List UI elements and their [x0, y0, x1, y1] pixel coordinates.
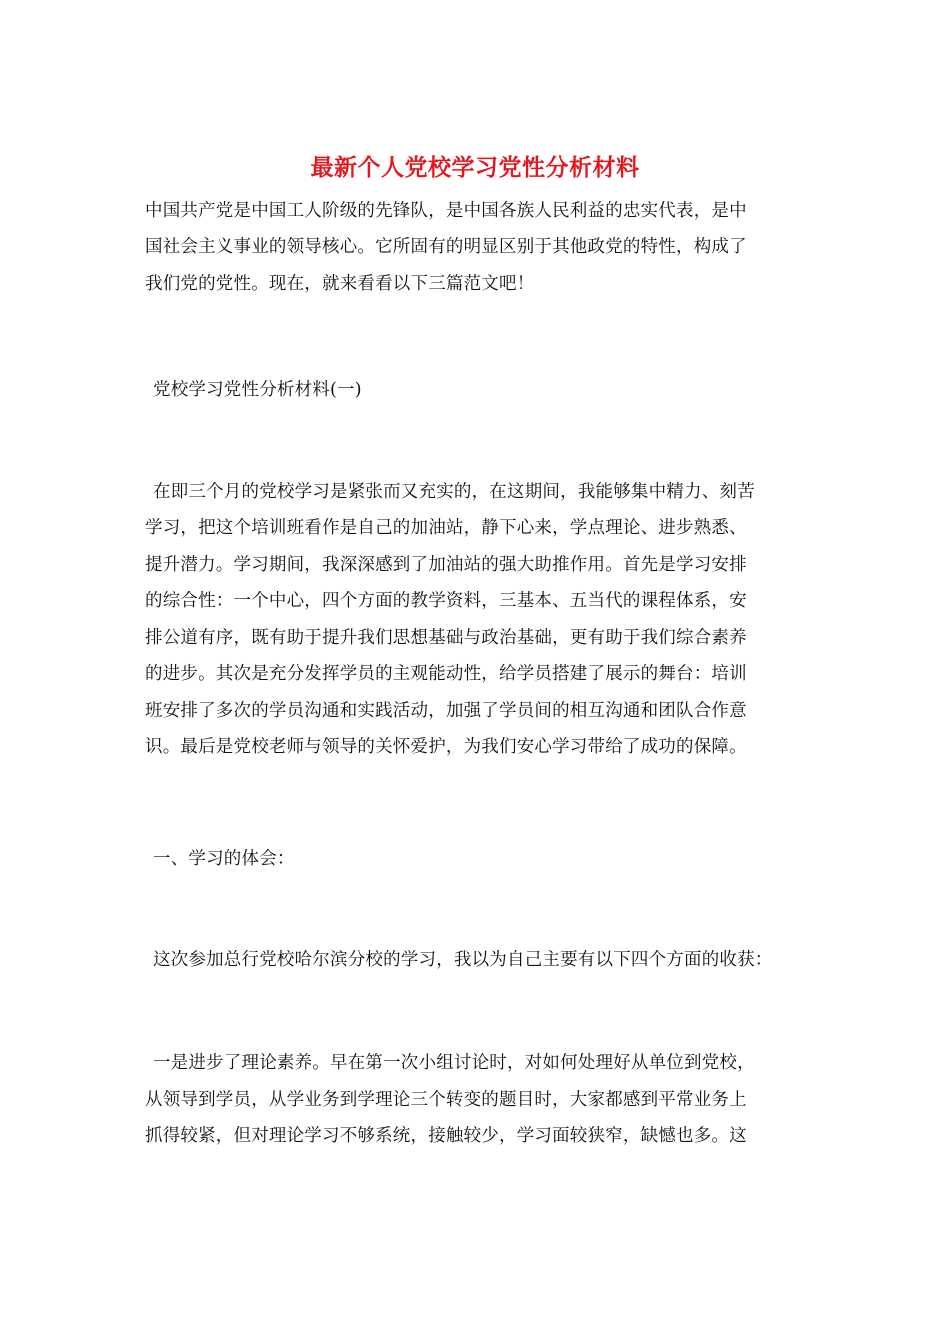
paragraph-line: 提升潜力。学习期间，我深深感到了加油站的强大助推作用。首先是学习安排 — [145, 555, 747, 575]
paragraph-line: 的综合性：一个中心，四个方面的教学资料，三基本、五当代的课程体系，安 — [145, 591, 747, 611]
paragraph-line: 的进步。其次是充分发挥学员的主观能动性，给学员搭建了展示的舞台：培训 — [145, 664, 747, 684]
subheading: 一、学习的体会： — [153, 849, 295, 869]
paragraph-line: 在即三个月的党校学习是紧张而又充实的，在这期间，我能够集中精力、刻苦 — [153, 482, 755, 502]
paragraph-line: 学习，把这个培训班看作是自己的加油站，静下心来，学点理论、进步熟悉、 — [145, 518, 747, 538]
paragraph-line: 这次参加总行党校哈尔滨分校的学习，我以为自己主要有以下四个方面的收获： — [153, 950, 773, 970]
paragraph-line: 一是进步了理论素养。早在第一次小组讨论时，对如何处理好从单位到党校， — [153, 1053, 755, 1073]
paragraph-line: 识。最后是党校老师与领导的关怀爱护，为我们安心学习带给了成功的保障。 — [145, 737, 747, 757]
intro-line: 国社会主义事业的领导核心。它所固有的明显区别于其他政党的特性，构成了 — [145, 237, 747, 257]
document-title: 最新个人党校学习党性分析材料 — [310, 154, 640, 181]
intro-line: 我们党的党性。现在，就来看看以下三篇范文吧！ — [145, 274, 535, 294]
paragraph-line: 从领导到学员，从学业务到学理论三个转变的题目时，大家都感到平常业务上 — [145, 1090, 747, 1110]
intro-line: 中国共产党是中国工人阶级的先锋队，是中国各族人民利益的忠实代表，是中 — [145, 201, 747, 221]
section-heading: 党校学习党性分析材料(一) — [153, 380, 362, 400]
paragraph-line: 排公道有序，既有助于提升我们思想基础与政治基础，更有助于我们综合素养 — [145, 628, 747, 648]
paragraph-line: 班安排了多次的学员沟通和实践活动，加强了学员间的相互沟通和团队合作意 — [145, 701, 747, 721]
paragraph-line: 抓得较紧，但对理论学习不够系统，接触较少，学习面较狭窄，缺憾也多。这 — [145, 1126, 747, 1146]
